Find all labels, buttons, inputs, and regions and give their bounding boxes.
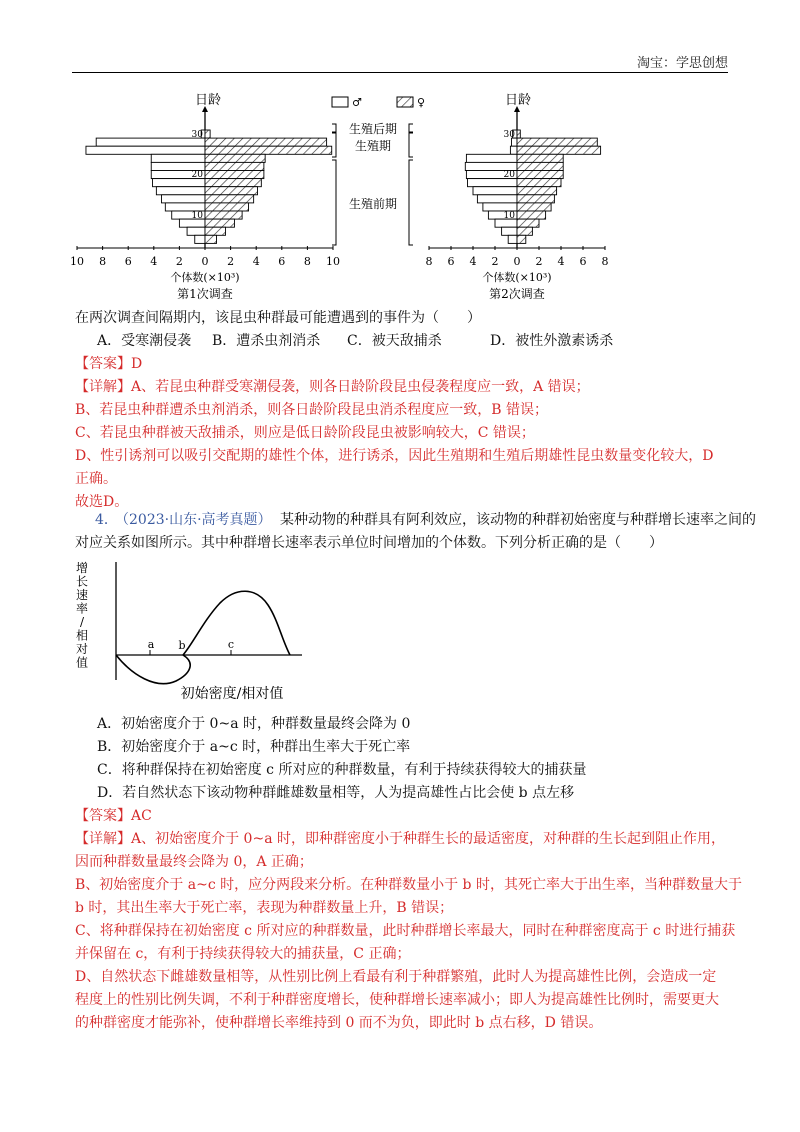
- q4-stem: 某种动物的种群具有阿利效应，该动物的种群初始密度与种群增长速率之间的: [280, 512, 756, 528]
- curve-ylabel-char: 相: [75, 628, 89, 643]
- legend-female-swatch: [397, 97, 413, 107]
- female-bar: [205, 235, 217, 243]
- male-bar: [510, 146, 517, 154]
- age-tick-label: 30: [503, 130, 515, 140]
- x-tick-label: 4: [252, 255, 260, 268]
- male-bar: [477, 195, 517, 203]
- male-bar: [165, 203, 205, 211]
- x-tick-label: 4: [557, 255, 565, 268]
- x-tick-label: 8: [601, 255, 609, 268]
- q3-option-d[interactable]: D．被性外激素诱杀: [490, 333, 614, 349]
- male-bar: [195, 235, 205, 243]
- female-bar: [205, 171, 264, 179]
- female-bar: [517, 211, 546, 219]
- q3-option-c[interactable]: C．被天敌捕杀: [347, 333, 442, 349]
- age-tick-label: 20: [191, 170, 203, 180]
- male-bar: [161, 195, 205, 203]
- x-tick-label: 8: [99, 255, 107, 268]
- curve-ylabel-char: 对: [75, 642, 89, 656]
- q3-detail-line: 正确。: [75, 471, 117, 487]
- stage-pre-label: 生殖前期: [348, 197, 398, 211]
- x-tick-label: 6: [579, 255, 587, 268]
- x-tick-label: 6: [447, 255, 455, 268]
- age-tick-label: 20: [503, 170, 515, 180]
- q3-detail-line: C、若昆虫种群被天敌捕杀，则应是低日龄阶段昆虫被影响较大，C 错误；: [75, 425, 535, 441]
- female-bar: [205, 179, 261, 187]
- curve-ylabel-char: 增: [75, 561, 89, 575]
- female-bar: [205, 219, 234, 227]
- x-tick-label: 2: [227, 255, 235, 268]
- curve-ylabel: [76, 561, 88, 670]
- curve-xlabel: 初始密度/相对值: [180, 686, 284, 702]
- legend-female-label: ♀: [417, 96, 426, 109]
- x-tick-label: 8: [425, 255, 433, 268]
- female-bar: [517, 171, 563, 179]
- q3-stem: 在两次调查间隔期内，该昆虫种群最可能遭遇到的事件为（ ）: [75, 310, 481, 326]
- q4-detail-line: 的种群密度才能弥补，使种群增长率维持到 0 而不为负，即此时 b 点右移，D 错误。: [75, 1015, 603, 1031]
- survey1-pyramid: [70, 106, 340, 268]
- q4-source: （2023·山东·高考真题）: [115, 512, 272, 528]
- male-bar: [483, 203, 517, 211]
- female-bar: [205, 195, 254, 203]
- female-bar: [205, 227, 225, 235]
- page-header: 淘宝：学思创想: [636, 56, 728, 71]
- female-bar: [205, 211, 242, 219]
- x-tick-label: 8: [303, 255, 311, 268]
- x-tick-label: 4: [469, 255, 477, 268]
- female-bar: [205, 162, 264, 170]
- male-bar: [96, 138, 205, 146]
- female-bar: [205, 203, 249, 211]
- x-tick-label: 2: [175, 255, 183, 268]
- q3-detail-line: B、若昆虫种群遭杀虫剂消杀，则各日龄阶段昆虫消杀程度应一致，B 错误；: [75, 402, 549, 418]
- curve-ylabel-char: 长: [75, 574, 89, 589]
- female-bar: [517, 195, 554, 203]
- male-bar: [187, 227, 205, 235]
- q4-option-a[interactable]: A．初始密度介于 0~a 时，种群数量最终会降为 0: [97, 716, 411, 732]
- q3-detail-line: 【详解】A、若昆虫种群受寒潮侵袭，则各日龄阶段昆虫侵袭程度应一致，A 错误；: [75, 379, 590, 395]
- x-tick-label: 6: [278, 255, 286, 268]
- male-bar: [502, 227, 517, 235]
- male-bar: [151, 154, 205, 162]
- curve-ylabel-char: 值: [75, 655, 89, 670]
- q4-detail-line: B、初始密度介于 a~c 时，应分两段来分析。在种群数量小于 b 时，其死亡率大于出生率，当种群数量大于: [75, 877, 742, 893]
- allee-curve-figure: [72, 560, 332, 710]
- x-tick-label: 2: [491, 255, 499, 268]
- female-bar: [517, 227, 532, 235]
- female-bar: [205, 130, 210, 138]
- x-tick-label: 2: [535, 255, 543, 268]
- male-bar: [473, 187, 517, 195]
- pyramid2-ylabel: 日龄: [504, 93, 532, 108]
- legend-male-label: ♂: [352, 96, 362, 109]
- pyramid2-xlabel: 个体数(×10³): [482, 271, 552, 284]
- header-rule: [72, 72, 728, 73]
- x-tick-label: 0: [201, 255, 209, 268]
- q4-answer: 【答案】AC: [75, 808, 152, 824]
- male-bar: [156, 187, 205, 195]
- q4-detail-line: 【详解】A、初始密度介于 0~a 时，即种群密度小于种群生长的最适密度，对种群的生长起到阻止作用，: [75, 831, 725, 847]
- q4-stem-line2: 对应关系如图所示。其中种群增长速率表示单位时间增加的个体数。下列分析正确的是（ ）: [75, 535, 663, 551]
- x-tick-label: 4: [150, 255, 158, 268]
- female-bar: [517, 187, 557, 195]
- female-bar: [205, 154, 265, 162]
- female-bar: [517, 154, 563, 162]
- female-bar: [205, 146, 332, 154]
- male-bar: [508, 235, 517, 243]
- point-c-label: c: [227, 638, 235, 651]
- q4-detail-line: 程度上的性别比例失调，不利于种群密度增长，使种群增长速率减小；即人为提高雄性比例时，需要更大: [75, 992, 719, 1008]
- male-bar: [86, 146, 205, 154]
- q4-option-d[interactable]: D．若自然状态下该动物种群雌雄数量相等，人为提高雄性占比会使 b 点左移: [97, 785, 575, 801]
- female-bar: [205, 138, 327, 146]
- point-b-label: b: [178, 639, 186, 652]
- q4-option-c[interactable]: C．将种群保持在初始密度 c 所对应的种群数量，有利于持续获得较大的捕获量: [97, 762, 587, 778]
- x-tick-label: 6: [124, 255, 132, 268]
- female-bar: [517, 162, 563, 170]
- survey2-pyramid: [426, 106, 609, 268]
- curve-ylabel-char: /: [79, 615, 85, 629]
- female-bar: [205, 187, 257, 195]
- stage-post-label: 生殖后期: [348, 122, 398, 136]
- pyramid1-ylabel: 日龄: [194, 93, 222, 108]
- pyramid1-caption: 第1次调查: [177, 287, 233, 301]
- curve-ylabel-char: 率: [75, 601, 89, 616]
- x-tick-label: 0: [513, 255, 521, 268]
- q4-option-b[interactable]: B．初始密度介于 a~c 时，种群出生率大于死亡率: [97, 739, 411, 755]
- female-bar: [517, 179, 561, 187]
- stage-repro-label: 生殖期: [354, 139, 392, 153]
- q4-detail-line: 因而种群数量最终会降为 0，A 正确；: [75, 854, 313, 870]
- growth-rate-curve: [116, 591, 290, 683]
- x-tick-label: 10: [326, 255, 340, 268]
- age-tick-label: 10: [503, 211, 515, 221]
- age-pyramid-figure: [70, 90, 670, 305]
- male-bar: [466, 154, 517, 162]
- female-bar: [517, 138, 597, 146]
- pyramid1-xlabel: 个体数(×10³): [170, 271, 240, 284]
- q4-detail-line: D、自然状态下雌雄数量相等，从性别比例上看最有利于种群繁殖，此时人为提高雄性比例，会造成一定: [75, 969, 717, 985]
- q4-number: 4．: [95, 512, 118, 528]
- point-a-label: a: [147, 638, 155, 651]
- female-bar: [517, 146, 601, 154]
- x-tick-label: 10: [70, 255, 84, 268]
- female-bar: [517, 130, 520, 138]
- pyramid2-caption: 第2次调查: [489, 287, 545, 301]
- q3-detail-line: D、性引诱剂可以吸引交配期的雄性个体，进行诱杀，因此生殖期和生殖后期雄性昆虫数量变化较大，D: [75, 448, 714, 464]
- q4-detail-line: C、将种群保持在初始密度 c 所对应的种群数量，此时种群增长率最大，同时在种群密度高于 c 时进行捕获: [75, 923, 736, 939]
- female-bar: [517, 203, 551, 211]
- q4-detail-line: b 时，其出生率大于死亡率，表现为种群数量上升，B 错误；: [75, 900, 454, 916]
- female-bar: [517, 219, 539, 227]
- legend-male-swatch: [332, 97, 348, 107]
- age-tick-label: 30: [191, 130, 203, 140]
- female-bar: [517, 235, 526, 243]
- q3-answer: 【答案】D: [75, 356, 143, 372]
- q3-option-b[interactable]: B．遭杀虫剂消杀: [212, 333, 321, 349]
- q3-option-a[interactable]: A．受寒潮侵袭: [97, 333, 192, 349]
- curve-ylabel-char: 速: [75, 588, 89, 602]
- q4-detail-line: 并保留在 c，有利于持续获得较大的捕获量，C 正确；: [75, 946, 411, 962]
- q3-detail-line: 故选D。: [75, 494, 129, 510]
- age-tick-label: 10: [191, 211, 203, 221]
